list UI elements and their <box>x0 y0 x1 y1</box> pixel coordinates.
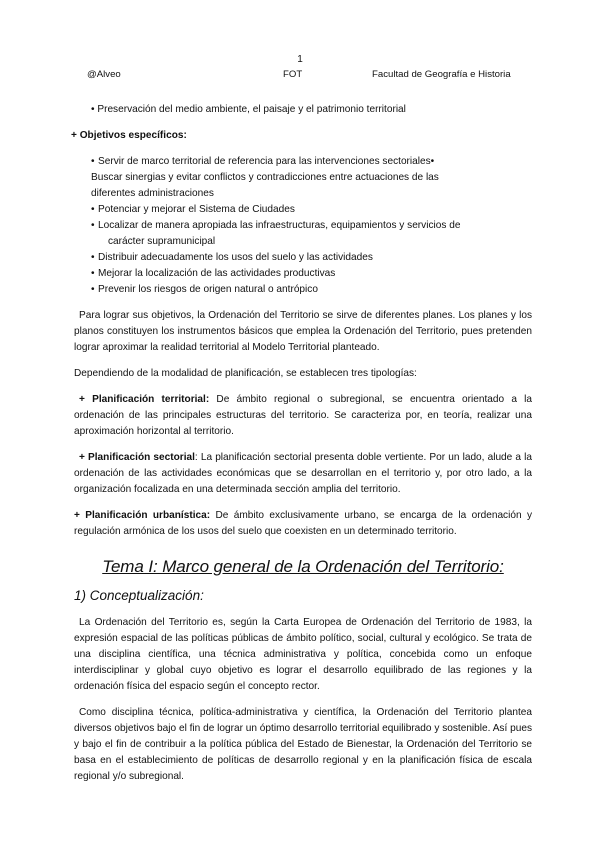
planning-urban-paragraph: + Planificación urbanística: De ámbito exclusivamente urbano, se encarga de la ordenación y regulación armónica de los usos del suelo que coexisten en un determinado territorio. <box>74 510 532 537</box>
concept-paragraph-1: La Ordenación del Territorio es, según la Carta Europea de Ordenación del Territorio de 1983, la expresión espacial de las políticas públicas de ámbito político, social, cultural y ecológico. Se trata de una disciplina científica, una técnica administrativa y política, concebida como un enfoque interdisciplinar y global cuyo objetivo es lograr el desarrollo equilibrado de las regiones y la ordenación física del espacio según el concepto rector. <box>74 617 532 692</box>
planning-territorial-lead: + Planificación territorial: <box>79 394 210 405</box>
list-item: • Mejorar la localización de las actividades productivas <box>91 266 532 282</box>
planning-territorial-paragraph: + Planificación territorial: De ámbito regional o subregional, se encuentra orientado a la ordenación de las principales estructuras del territorio. Se caracteriza por, en teoría, realizar una aproximación horizontal al territorio. <box>74 394 532 437</box>
general-objective-text: Preservación del medio ambiente, el paisaje y el patrimonio territorial <box>97 104 406 115</box>
intro-paragraph: Para lograr sus objetivos, la Ordenación del Territorio se sirve de diferentes planes. Los planes y los planos constituyen los instrumentos básicos que emplea la Ordenación del Territorio, pues pretenden lograr aproximar la realidad territorial al Modelo Territorial planteado. <box>74 310 532 353</box>
page-number: 1 <box>297 54 303 65</box>
typologies-paragraph: Dependiendo de la modalidad de planificación, se establecen tres tipologías: <box>74 368 417 379</box>
planning-urban-lead: + Planificación urbanística: <box>74 510 211 521</box>
concept-paragraph-2: Como disciplina técnica, política-administrativa y científica, la Ordenación del Territorio plantea diversos objetivos bajo el fin de lograr un óptimo desarrollo territorial equilibrado y sostenible. Así pues y bajo el fin de contribuir a la política pública del Estado de Bienestar, la Ordenación del Territorio se basa en el establecimiento de políticas de desarrollo regional y en la planificación física de escala regional y/o subregional. <box>74 707 532 782</box>
document-body <box>71 102 532 785</box>
specific-objectives-heading: + Objetivos específicos: <box>71 130 187 141</box>
section-title: 1) Conceptualización: <box>74 588 204 603</box>
list-item: • Localizar de manera apropiada las infraestructuras, equipamientos y servicios de carácter supramunicipal <box>91 218 532 250</box>
list-item: • Prevenir los riesgos de origen natural o antrópico <box>91 282 532 298</box>
header-faculty: Facultad de Geografía e Historia <box>372 69 511 80</box>
list-item: • Servir de marco territorial de referencia para las intervenciones sectoriales• Buscar sinergias y evitar conflictos y contradicciones entre actuaciones de las diferentes administraciones <box>91 154 532 202</box>
tema-title: Tema I: Marco general de la Ordenación del Territorio: <box>102 557 504 576</box>
general-objective-bullet: • Preservación del medio ambiente, el paisaje y el patrimonio territorial <box>91 104 406 115</box>
header-course: FOT <box>283 69 303 80</box>
list-item: • Potenciar y mejorar el Sistema de Ciudades <box>91 202 532 218</box>
header-author: @Alveo <box>87 69 121 80</box>
planning-sectorial-lead: + Planificación sectorial <box>79 452 195 463</box>
specific-objectives-list <box>74 154 532 298</box>
planning-sectorial-paragraph: + Planificación sectorial: La planificación sectorial presenta doble vertiente. Por un lado, alude a la ordenación de las actividades económicas que se desarrollan en el territorio y, por otro lado, a la organización focalizada en una determinada sección amplia del territorio. <box>74 452 532 495</box>
list-item: • Distribuir adecuadamente los usos del suelo y las actividades <box>91 250 532 266</box>
